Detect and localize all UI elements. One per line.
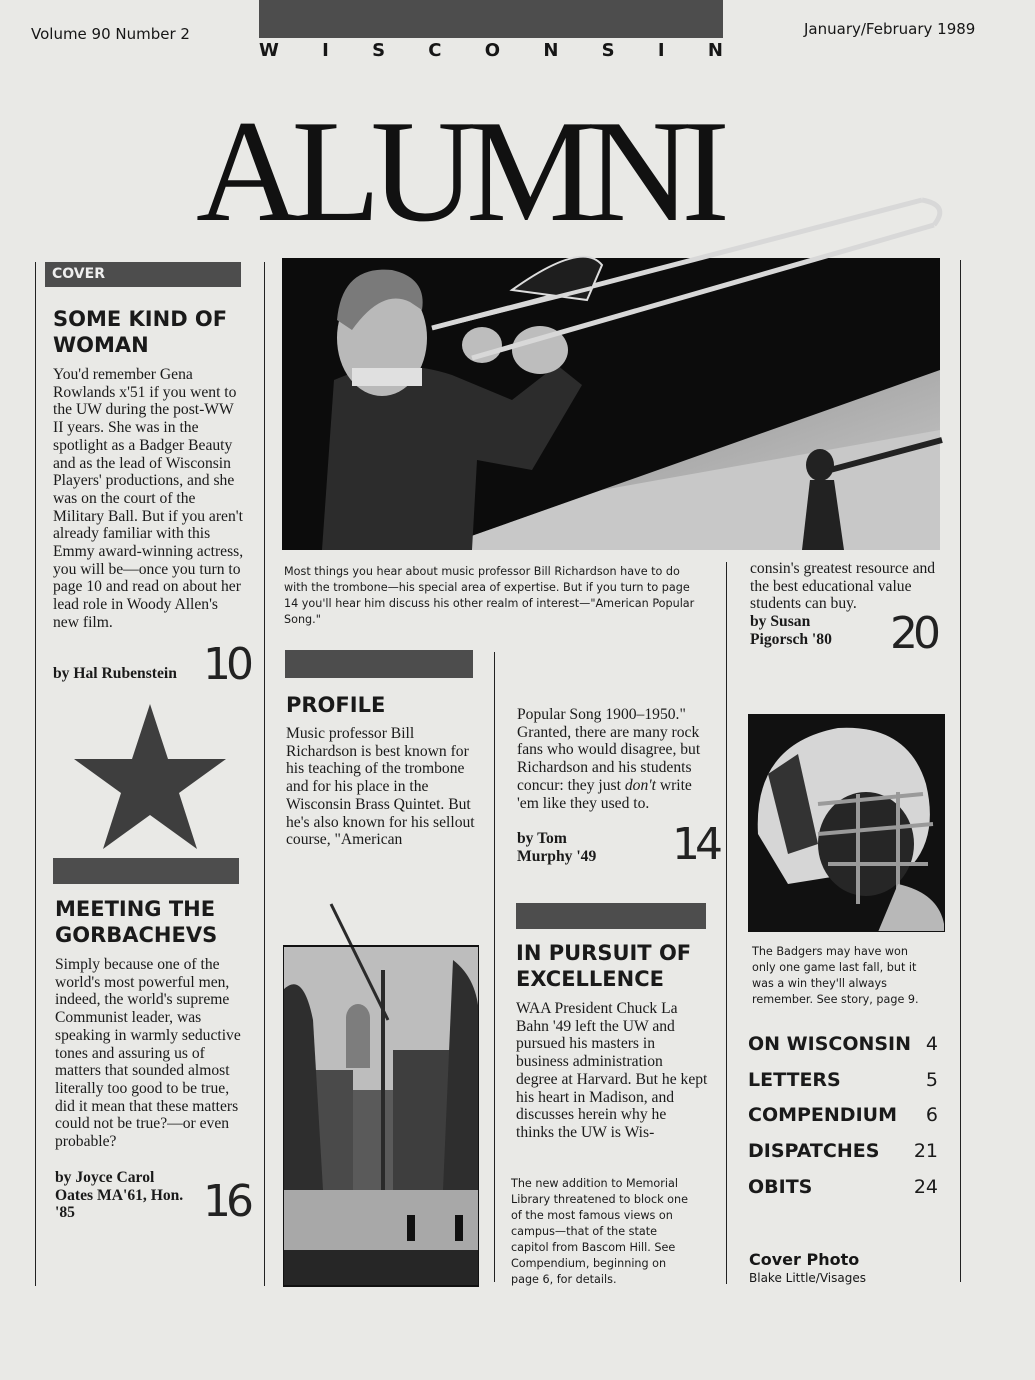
toc-item-compendium[interactable] <box>748 1104 938 1126</box>
toc-item-dispatches[interactable] <box>748 1140 938 1162</box>
cover-label: COVER <box>52 266 105 282</box>
pursuit-headline: IN PURSUIT OF EXCELLENCE <box>516 941 692 991</box>
masthead-title: ALUMNI <box>196 90 720 252</box>
pursuit-page-number: 20 <box>890 608 936 659</box>
trombone-photo <box>282 170 947 552</box>
toc-page: 21 <box>913 1140 938 1162</box>
pursuit-bar <box>516 903 706 929</box>
pursuit-body: WAA President Chuck La Bahn '49 left the UW and pursued his masters in business administration degree at Harvard. But he kept his heart in Madison, and discusses herein why he thinks the UW is Wis- <box>516 1000 708 1141</box>
library-photo <box>283 900 479 1287</box>
gorbachevs-page-number: 16 <box>203 1176 249 1227</box>
wisconsin-letter: C <box>428 40 442 61</box>
gorbachevs-bar <box>53 858 239 884</box>
toc-page: 5 <box>925 1069 938 1091</box>
toc-label: COMPENDIUM <box>748 1104 897 1126</box>
toc-item-on-wisconsin[interactable] <box>748 1033 938 1055</box>
toc-label: DISPATCHES <box>748 1140 880 1162</box>
wisconsin-letter: N <box>707 40 723 61</box>
profile-text: write 'em like they used to. <box>517 776 692 812</box>
profile-page-number: 14 <box>672 819 718 870</box>
masthead-bar <box>259 0 723 38</box>
library-caption: The new addition to Memorial Library threatened to block one of the most famous views on campus—that of the state capitol from Bascom Hill. See Compendium, beginning on page 6, for details. <box>511 1177 688 1286</box>
profile-headline: PROFILE <box>286 693 386 717</box>
pursuit-byline: by Susan Pigorsch '80 <box>750 613 832 648</box>
toc-item-obits[interactable] <box>748 1176 938 1198</box>
profile-bar <box>285 650 473 678</box>
wisconsin-letter: W <box>259 40 279 61</box>
gorbachevs-body: Simply because one of the world's most powerful men, indeed, the world's supreme Communist leader, was speaking in warmly seductive tones and assuring us of matters that sounded almost literally too good to be true, did it mean that these matters could not be true?—or even probable? <box>55 956 241 1151</box>
star-icon <box>72 702 228 852</box>
gorbachevs-headline: MEETING THE GORBACHEVS <box>55 897 218 947</box>
issue-date: January/February 1989 <box>804 20 976 38</box>
cover-page-number: 10 <box>203 639 249 690</box>
wisconsin-letter: I <box>322 40 329 61</box>
column-rule <box>494 652 495 1282</box>
badgers-caption: The Badgers may have won only one game last fall, but it was a win they'll always remember. See story, page 9. <box>752 945 919 1006</box>
wisconsin-letter: N <box>543 40 559 61</box>
cover-photo-label: Cover Photo <box>749 1250 860 1269</box>
wisconsin-letter: S <box>372 40 386 61</box>
toc-label: LETTERS <box>748 1069 841 1091</box>
gorbachevs-byline: by Joyce Carol Oates MA'61, Hon. '85 <box>55 1169 184 1222</box>
toc-page: 24 <box>913 1176 938 1198</box>
masthead-wisconsin <box>259 40 723 66</box>
wisconsin-letter: I <box>657 40 665 61</box>
cover-byline: by Hal Rubenstein <box>53 665 177 682</box>
column-rule <box>960 260 961 1282</box>
profile-emphasis: don't <box>624 776 656 794</box>
column-rule <box>726 562 727 1284</box>
cover-photo-credit: Blake Little/Visages <box>749 1271 866 1285</box>
volume-number: Volume 90 Number 2 <box>31 25 190 43</box>
profile-body: Music professor Bill Richardson is best known for his teaching of the trombone and for his place in the Wisconsin Brass Quintet. But he's also known for his sellout course, "American <box>286 725 475 849</box>
wisconsin-letter: S <box>601 40 615 61</box>
pursuit-body-continued: consin's greatest resource and the best educational value students can buy. <box>750 560 936 613</box>
column-rule <box>35 262 36 1286</box>
trombone-caption: Most things you hear about music professor Bill Richardson have to do with the trombone—his special area of expertise. But if you turn to page 14 you'll hear him discuss his other realm of interest—"American Popular Song." <box>284 565 695 626</box>
toc-page: 4 <box>925 1033 938 1055</box>
column-rule <box>264 262 265 1286</box>
wisconsin-letter: O <box>484 40 501 61</box>
toc-label: ON WISCONSIN <box>748 1033 912 1055</box>
profile-byline: by Tom Murphy '49 <box>517 830 597 865</box>
football-photo <box>748 714 945 932</box>
toc-page: 6 <box>925 1104 938 1126</box>
profile-body-continued <box>517 706 709 812</box>
toc-label: OBITS <box>748 1176 813 1198</box>
cover-headline: SOME KIND OF WOMAN <box>53 307 228 357</box>
toc-item-letters[interactable] <box>748 1069 938 1091</box>
profile-text: Popular Song 1900–1950." Granted, there are many rock fans who would disagree, but Richardson and his students concur: they just <box>517 706 701 794</box>
cover-body: You'd remember Gena Rowlands x'51 if you went to the UW during the post-WW II years. She was in the spotlight as a Badger Beauty and as the lead of Wisconsin Players' productions, and she was on the court of the Military Ball. But if you aren't already familiar with this Emmy award-winning actress, you will be—once you turn to page 10 and read on about her lead role in Woody Allen's new film. <box>53 366 244 631</box>
